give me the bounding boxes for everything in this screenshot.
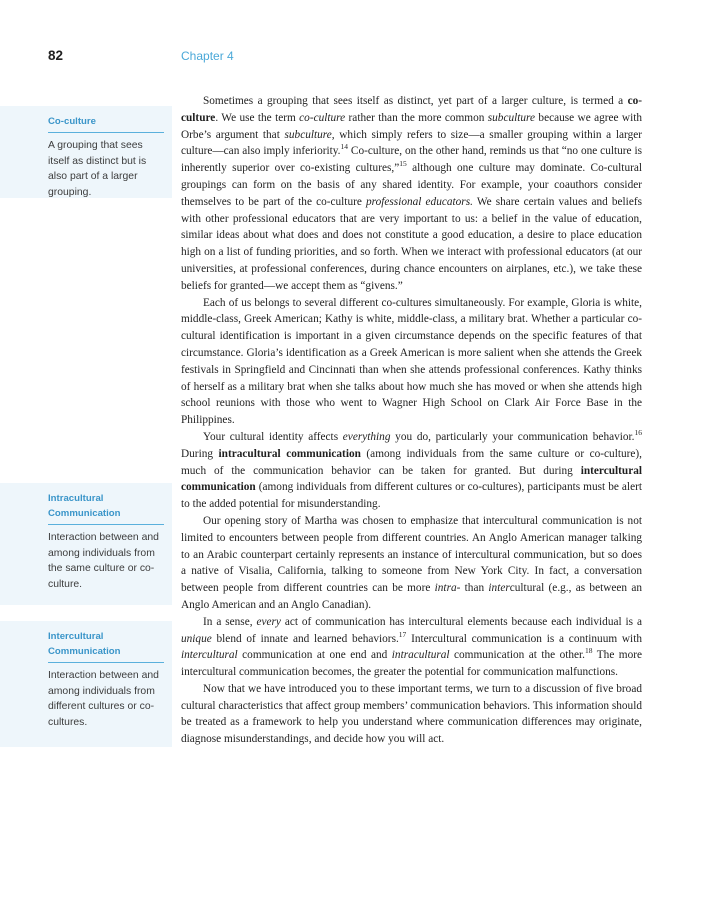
paragraph-2: Each of us belongs to several different co-cultures simultaneously. For example, Gloria is white, middle-class, Greek American; Kathy is white, middle-class, a military brat. Whether a particular co-cultural identification is important in a given circumstance depends on the specific features of that circumstance. Gloria’s identification as a Greek American is more salient when she attends the Greek festivals in Springfield and Cincinnati than when she attends professional conferences. Kathy thinks of herself as a military brat when she talks about how much she has moved or when she attends high school reunions with those who went to Wagner High School on Clark Air Force Base in the Philippines. [181,296,642,427]
paragraph-3: Your cultural identity affects everything you do, particularly your communication behavior.$^{16}$ During intracultural communication (among individuals from the same culture or co-culture), much of the communication behavior can be taken for granted. But during intercultural communication (among individuals from different cultures or co-cultures), participants must be alert to the added potential for misunderstanding. [181,428,642,511]
glossary-box-intracultural [0,483,172,605]
glossary-definition: A grouping that sees itself as distinct but is also part of a larger grouping. [48,140,147,198]
glossary-term: Intracultural Communication [48,491,164,525]
paragraph-1: Sometimes a grouping that sees itself as distinct, yet part of a larger culture, is termed a co-culture. We use the term co-culture rather than the more common subculture because we agree with Orbe’s argument that subculture, which simply refers to size—a smaller grouping within a larger culture—can also imply inferiority.$^{14}$ Co-culture, on the other hand, reminds us that “no one culture is inherently superior over co-existing cultures,”$^{15}$ although one culture may dominate. Co-cultural groupings can form on the basis of any shared identity. For example, your coauthors consider themselves to be part of the co-culture professional educators. We share certain values and beliefs with other professional educators that are very important to us: a belief in the value of education, similar ideas about what does and does not constitute a good education, a desire to place education high on a list of funding priorities, and so forth. When we interact with professional educators (at our universities, at professional conferences, during chance encounters on airplanes, etc.), we take these beliefs for granted—we accept them as “givens.” [181,95,643,292]
chapter-label: Chapter 4 [181,49,234,63]
glossary-definition: Interaction between and among individuals from the same culture or co-culture. [48,532,159,590]
glossary-box-intercultural [0,621,172,747]
glossary-term: Co-culture [48,114,164,133]
paragraph-4: Our opening story of Martha was chosen to emphasize that intercultural communication is not limited to encounters between people from different countries. An Anglo American manager talking to an Arabic counterpart certainly represents an instance of intercultural communication, but so does a native of Visalia, California, talking to someone from New York City. In fact, a conversation between people from different countries can be more intra- than intercultural (e.g., as between an Anglo American and an Anglo Canadian). [181,514,642,611]
glossary-definition: Interaction between and among individuals from different cultures or co-cultures. [48,670,159,728]
page-number: 82 [48,48,64,63]
paragraph-5: In a sense, every act of communication has intercultural elements because each individual is a unique blend of innate and learned behaviors.$^{17}$ Intercultural communication is a continuum with intercultural communication at one end and intracultural communication at the other.$^{18}$ The more intercultural communication becomes, the greater the potential for communication malfunctions. [181,615,642,679]
glossary-box-co-culture [0,106,172,198]
body-text [181,93,642,748]
paragraph-6: Now that we have introduced you to these important terms, we turn to a discussion of five broad cultural characteristics that affect group members’ communication behaviors. This information should be treated as a framework to help you understand where communication differences may originate, diagnose misunderstandings, and decide how you will act. [181,682,642,746]
glossary-term: Intercultural Communication [48,629,164,663]
